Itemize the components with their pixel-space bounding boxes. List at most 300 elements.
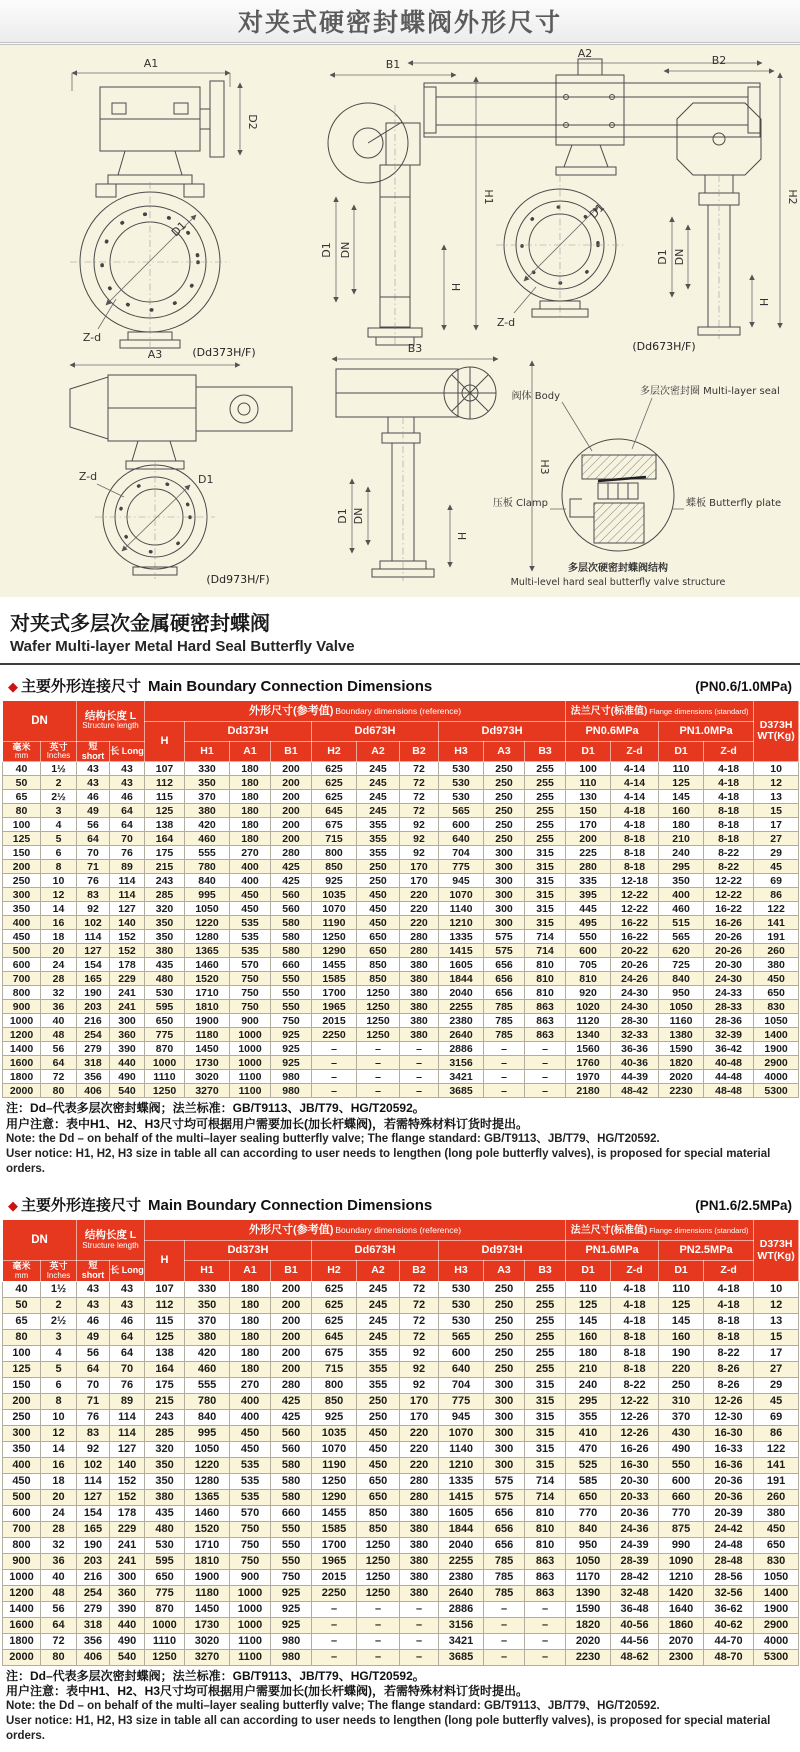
table-cell: 810: [525, 1505, 566, 1521]
table-cell: 12-22: [611, 1393, 659, 1409]
table-row: [3, 804, 799, 818]
table-cell: 8-18: [704, 818, 754, 832]
table-cell: 8-22: [704, 846, 754, 860]
table-cell: 4-18: [611, 1313, 659, 1329]
table-cell: 1400: [3, 1601, 41, 1617]
table-cell: 656: [484, 1505, 525, 1521]
table-cell: 18: [41, 1473, 77, 1489]
table-cell: 650: [566, 1489, 611, 1505]
table-cell: 750: [230, 1521, 271, 1537]
table-cell: 2250: [312, 1028, 357, 1042]
table-cell: 1000: [145, 1056, 185, 1070]
table-cell: 1800: [3, 1070, 41, 1084]
table-cell: 20: [41, 944, 77, 958]
table-cell: 2380: [439, 1014, 484, 1028]
table-cell: 40: [41, 1014, 77, 1028]
table-cell: 12-26: [611, 1425, 659, 1441]
table-cell: 650: [145, 1569, 185, 1585]
table-cell: 315: [525, 1441, 566, 1457]
table-cell: 675: [312, 1345, 357, 1361]
table-cell: 125: [566, 1297, 611, 1313]
table-cell: 1450: [185, 1601, 230, 1617]
table-cell: 160: [659, 804, 704, 818]
table-cell: 190: [77, 986, 110, 1000]
table-cell: 356: [77, 1633, 110, 1649]
table-cell: 1450: [185, 1042, 230, 1056]
table-cell: 16-22: [611, 916, 659, 930]
table-cell: 560: [271, 1425, 312, 1441]
table-cell: 575: [484, 1473, 525, 1489]
table-cell: 1730: [185, 1056, 230, 1070]
table-cell: 255: [525, 1329, 566, 1345]
table-cell: 925: [312, 1409, 357, 1425]
table-cell: 72: [400, 1281, 439, 1297]
table-cell: 355: [357, 818, 400, 832]
table-cell: 980: [271, 1649, 312, 1665]
table-cell: 5: [41, 832, 77, 846]
table-cell: 1250: [312, 1473, 357, 1489]
table-cell: 3156: [439, 1056, 484, 1070]
table-cell: 24-42: [704, 1521, 754, 1537]
col-boundary-dims: 外形尺寸(参考值) Boundary dimensions (reference): [145, 701, 566, 722]
table-cell: 295: [659, 860, 704, 874]
table-cell: 36-36: [611, 1042, 659, 1056]
col-h: H: [145, 722, 185, 762]
table-cell: 250: [484, 790, 525, 804]
table-cell: 1250: [357, 986, 400, 1000]
table-cell: 160: [659, 1329, 704, 1345]
table2-notes: [0, 1666, 800, 1752]
table-cell: 250: [484, 1329, 525, 1345]
table-cell: 46: [77, 790, 110, 804]
table1-pressure-rating: (PN0.6/1.0MPa): [695, 679, 792, 694]
table-cell: 380: [145, 944, 185, 958]
table-cell: 714: [525, 1489, 566, 1505]
table-cell: 1590: [566, 1601, 611, 1617]
table-cell: –: [312, 1633, 357, 1649]
table-cell: 24-39: [611, 1537, 659, 1553]
table-cell: 1020: [566, 1000, 611, 1014]
table-cell: 380: [400, 1585, 439, 1601]
table-cell: 110: [659, 1281, 704, 1297]
table-cell: 1190: [312, 1457, 357, 1473]
table-cell: 850: [312, 860, 357, 874]
page-title-bar: [0, 0, 800, 45]
table-cell: 535: [230, 1489, 271, 1505]
table-cell: 8-18: [611, 860, 659, 874]
table-cell: 945: [439, 874, 484, 888]
table-cell: 300: [484, 1409, 525, 1425]
table-cell: 2230: [659, 1084, 704, 1098]
col-structure-length: 结构长度 L Structure length: [77, 1220, 145, 1261]
table-cell: 29: [754, 1377, 799, 1393]
table-cell: 180: [230, 804, 271, 818]
table-cell: 255: [525, 1361, 566, 1377]
table-cell: 600: [566, 944, 611, 958]
col-dn: DN: [3, 701, 77, 742]
table-cell: 1050: [185, 1441, 230, 1457]
table-cell: 580: [271, 1457, 312, 1473]
table-row: [3, 776, 799, 790]
table-cell: 72: [400, 762, 439, 776]
table-cell: 20-30: [611, 1473, 659, 1489]
table-cell: 8: [41, 1393, 77, 1409]
col-zd-b: Z-d: [704, 742, 754, 762]
table-cell: 92: [400, 1361, 439, 1377]
table-cell: 16-36: [704, 1457, 754, 1473]
table-row: [3, 1329, 799, 1345]
table-cell: 127: [77, 944, 110, 958]
table-cell: 1050: [566, 1553, 611, 1569]
table-cell: 36-62: [704, 1601, 754, 1617]
table-cell: 1900: [754, 1601, 799, 1617]
table-cell: 1800: [3, 1633, 41, 1649]
table-cell: 5300: [754, 1649, 799, 1665]
table-row: [3, 1000, 799, 1014]
table-cell: 406: [77, 1649, 110, 1665]
table-cell: 4000: [754, 1633, 799, 1649]
table-cell: 1380: [659, 1028, 704, 1042]
table-cell: 46: [110, 1313, 145, 1329]
table-cell: 450: [754, 972, 799, 986]
table-cell: 300: [484, 1457, 525, 1473]
table-row: [3, 1505, 799, 1521]
table-cell: 565: [439, 1329, 484, 1345]
table-cell: 400: [230, 874, 271, 888]
table-row: [3, 1585, 799, 1601]
table-cell: 840: [659, 972, 704, 986]
table-cell: 380: [400, 1505, 439, 1521]
table-cell: 1000: [230, 1028, 271, 1042]
table-cell: 18: [41, 930, 77, 944]
table-cell: 2000: [3, 1649, 41, 1665]
table-cell: 406: [77, 1084, 110, 1098]
table-cell: 70: [110, 832, 145, 846]
table-cell: 900: [3, 1000, 41, 1014]
table-cell: –: [484, 1633, 525, 1649]
table-cell: 490: [110, 1633, 145, 1649]
table-cell: 141: [754, 1457, 799, 1473]
table-cell: 40: [41, 1569, 77, 1585]
col-zd-a: Z-d: [611, 1261, 659, 1281]
table-cell: –: [357, 1617, 400, 1633]
table-cell: 165: [77, 1521, 110, 1537]
table-cell: 850: [357, 972, 400, 986]
table-cell: 164: [145, 1361, 185, 1377]
table-cell: 550: [271, 1000, 312, 1014]
table-cell: 850: [312, 1393, 357, 1409]
table-cell: 775: [145, 1585, 185, 1601]
table-cell: 380: [185, 1329, 230, 1345]
table-cell: 460: [659, 902, 704, 916]
table-cell: 140: [110, 1457, 145, 1473]
table-cell: 850: [357, 1521, 400, 1537]
table-row: [3, 902, 799, 916]
table-cell: 645: [312, 804, 357, 818]
table-cell: 595: [145, 1000, 185, 1014]
table-cell: 450: [230, 902, 271, 916]
table-cell: 170: [400, 874, 439, 888]
table-cell: 660: [271, 958, 312, 972]
table-cell: 650: [357, 1489, 400, 1505]
table-cell: 425: [271, 860, 312, 874]
table-cell: 92: [400, 1377, 439, 1393]
table-cell: 240: [659, 846, 704, 860]
table-cell: 40: [3, 762, 41, 776]
table-cell: 435: [145, 958, 185, 972]
table-cell: 2040: [439, 1537, 484, 1553]
callout-seal-label: 多层次密封圈 Multi-layer seal: [640, 386, 780, 397]
table-row: [3, 1569, 799, 1585]
table-cell: 114: [110, 888, 145, 902]
table-cell: 27: [754, 832, 799, 846]
table-row: [3, 1313, 799, 1329]
table-cell: 315: [525, 1425, 566, 1441]
table-cell: 48-70: [704, 1649, 754, 1665]
table-cell: 8-26: [704, 1377, 754, 1393]
table-cell: 420: [185, 818, 230, 832]
table-cell: 200: [271, 1281, 312, 1297]
table-cell: 335: [566, 874, 611, 888]
note-en-1: Note: the Dd – on behalf of the multi–layer sealing butterfly valve; The flange standard: GB/T9113、JB/T79、HG/T20592.: [6, 1133, 660, 1146]
dim-label-d1: D1: [586, 200, 608, 222]
table-cell: 125: [145, 1329, 185, 1345]
table-cell: 56: [77, 1345, 110, 1361]
table-cell: 125: [659, 776, 704, 790]
table-cell: 13: [754, 790, 799, 804]
table-cell: 241: [110, 986, 145, 1000]
table-cell: 180: [230, 1361, 271, 1377]
table-row: [3, 1028, 799, 1042]
table-cell: 145: [659, 790, 704, 804]
table-cell: 1460: [185, 1505, 230, 1521]
table-cell: 36: [41, 1000, 77, 1014]
table-cell: 2070: [659, 1633, 704, 1649]
table-cell: 995: [185, 1425, 230, 1441]
table-cell: 580: [271, 916, 312, 930]
table-cell: 540: [110, 1084, 145, 1098]
table-cell: 220: [400, 1425, 439, 1441]
col-h: H: [145, 1241, 185, 1281]
view-caption-dd673: (Dd673H/F): [632, 340, 696, 353]
table-cell: 1000: [230, 1042, 271, 1056]
table-cell: 870: [145, 1042, 185, 1056]
table-cell: 300: [110, 1014, 145, 1028]
col-zd-a: Z-d: [611, 742, 659, 762]
table-cell: 241: [110, 1000, 145, 1014]
table-cell: 215: [145, 1393, 185, 1409]
table-cell: 300: [484, 846, 525, 860]
table-cell: 800: [3, 1537, 41, 1553]
col-a1: A1: [230, 1261, 271, 1281]
table-cell: 425: [271, 1393, 312, 1409]
table-cell: 2640: [439, 1028, 484, 1042]
table-cell: 12-18: [611, 874, 659, 888]
table2-heading-cn: 主要外形连接尺寸: [21, 1197, 142, 1215]
table-cell: 45: [754, 1393, 799, 1409]
dim-label-d2: D2: [246, 114, 259, 130]
table-cell: 585: [566, 1473, 611, 1489]
table-cell: 810: [525, 1521, 566, 1537]
table-cell: 1335: [439, 930, 484, 944]
table-cell: 24-48: [704, 1537, 754, 1553]
table-cell: 2020: [566, 1633, 611, 1649]
table-cell: 380: [754, 958, 799, 972]
table-cell: 107: [145, 1281, 185, 1297]
table-cell: 315: [525, 874, 566, 888]
table-cell: 550: [271, 1553, 312, 1569]
table-cell: 1365: [185, 944, 230, 958]
table-cell: 200: [271, 832, 312, 846]
table-cell: 450: [754, 1521, 799, 1537]
table-cell: 280: [400, 930, 439, 944]
note-cn-2: 用户注意：表中H1、H2、H3尺寸均可根据用户需要加长(加长杆蝶阀)，若需特殊材料订货时提出。: [6, 1116, 529, 1131]
table-cell: 445: [566, 902, 611, 916]
table2-pressure-rating: (PN1.6/2.5MPa): [695, 1198, 792, 1214]
table-row: [3, 888, 799, 902]
table-cell: 24: [41, 1505, 77, 1521]
table-cell: 1½: [41, 1281, 77, 1297]
table-cell: 245: [357, 1329, 400, 1345]
dim-label-h: H: [455, 531, 468, 541]
product-title-en: Wafer Multi-layer Metal Hard Seal Butterfly Valve: [10, 638, 355, 655]
col-dd373h: Dd373H: [185, 722, 312, 742]
table-cell: 200: [271, 818, 312, 832]
table-cell: 800: [312, 1377, 357, 1393]
table-cell: 114: [110, 1425, 145, 1441]
table-cell: 27: [754, 1361, 799, 1377]
table-cell: 320: [145, 1441, 185, 1457]
table-cell: 350: [659, 874, 704, 888]
table-cell: 64: [110, 1345, 145, 1361]
table-cell: 400: [230, 1409, 271, 1425]
table-cell: 28-48: [704, 1553, 754, 1569]
dim-label-z-d: Z-d: [78, 470, 98, 483]
table-cell: 315: [525, 902, 566, 916]
dim-label-a2: A2: [577, 47, 593, 60]
col-d1-a: D1: [566, 1261, 611, 1281]
table-cell: 260: [754, 1489, 799, 1505]
product-title-block: [0, 597, 800, 655]
table-cell: 1710: [185, 986, 230, 1000]
table-cell: 1520: [185, 1521, 230, 1537]
table-cell: 714: [525, 944, 566, 958]
table-cell: 750: [271, 1014, 312, 1028]
table-cell: 1760: [566, 1056, 611, 1070]
table-row: [3, 958, 799, 972]
table-cell: 600: [439, 1345, 484, 1361]
table-cell: 1250: [357, 1000, 400, 1014]
table-cell: 83: [77, 1425, 110, 1441]
table-cell: 56: [77, 818, 110, 832]
col-pn-b: PN2.5MPa: [659, 1241, 754, 1261]
table-cell: 245: [357, 1297, 400, 1313]
table-cell: 660: [659, 1489, 704, 1505]
table-cell: 255: [525, 804, 566, 818]
table-cell: 43: [110, 776, 145, 790]
table-cell: 255: [525, 1313, 566, 1329]
table-cell: 180: [230, 1329, 271, 1345]
table-cell: 435: [145, 1505, 185, 1521]
table-cell: 80: [3, 1329, 41, 1345]
table-cell: 200: [3, 1393, 41, 1409]
table-cell: 215: [145, 860, 185, 874]
table-cell: 4-14: [611, 762, 659, 776]
table-cell: 114: [77, 1473, 110, 1489]
table-cell: 440: [110, 1056, 145, 1070]
table-cell: 154: [77, 958, 110, 972]
table-cell: 775: [145, 1028, 185, 1042]
col-structure-length: 结构长度 L Structure length: [77, 701, 145, 742]
table-cell: 32-33: [611, 1028, 659, 1042]
table-cell: 200: [271, 1361, 312, 1377]
col-b3: B3: [525, 742, 566, 762]
table-cell: 69: [754, 874, 799, 888]
dim-label-h: H: [449, 282, 462, 292]
table-cell: 250: [484, 818, 525, 832]
table-cell: 250: [484, 1313, 525, 1329]
table-cell: 1560: [566, 1042, 611, 1056]
table-cell: 350: [3, 902, 41, 916]
table-cell: 450: [357, 888, 400, 902]
table-cell: 2640: [439, 1585, 484, 1601]
table-cell: 318: [77, 1056, 110, 1070]
table-cell: 380: [400, 1000, 439, 1014]
table-cell: 370: [659, 1409, 704, 1425]
table-cell: 704: [439, 1377, 484, 1393]
table-cell: 110: [659, 762, 704, 776]
table-cell: 2380: [439, 1569, 484, 1585]
table-cell: 560: [271, 902, 312, 916]
table-cell: 725: [659, 958, 704, 972]
table-cell: 255: [525, 1297, 566, 1313]
table-cell: 570: [230, 958, 271, 972]
table-row: [3, 1056, 799, 1070]
table-cell: 125: [3, 1361, 41, 1377]
table-cell: 80: [41, 1084, 77, 1098]
table-cell: 1250: [312, 930, 357, 944]
table-row: [3, 1473, 799, 1489]
table-cell: 36-42: [704, 1042, 754, 1056]
table-cell: 255: [525, 776, 566, 790]
table-cell: 44-39: [611, 1070, 659, 1084]
table-cell: 785: [484, 1000, 525, 1014]
table-cell: 4-18: [704, 1297, 754, 1313]
table-cell: 1400: [754, 1028, 799, 1042]
table-cell: 750: [230, 1000, 271, 1014]
table-cell: 1000: [145, 1617, 185, 1633]
table-cell: 5: [41, 1361, 77, 1377]
table-cell: 785: [484, 1585, 525, 1601]
table-cell: 1820: [566, 1617, 611, 1633]
table-cell: 580: [271, 1473, 312, 1489]
table-cell: 48: [41, 1585, 77, 1601]
table-cell: 380: [400, 1014, 439, 1028]
table-cell: 71: [77, 1393, 110, 1409]
table-cell: 3685: [439, 1649, 484, 1665]
table-cell: –: [400, 1649, 439, 1665]
table-cell: 355: [357, 1345, 400, 1361]
table-cell: 80: [3, 804, 41, 818]
table-cell: 250: [484, 762, 525, 776]
table-cell: 245: [357, 776, 400, 790]
table-cell: 1000: [3, 1014, 41, 1028]
table-cell: 1200: [3, 1585, 41, 1601]
col-b2: B2: [400, 1261, 439, 1281]
table-cell: 32-39: [704, 1028, 754, 1042]
table-cell: 2040: [439, 986, 484, 1000]
table-cell: 1700: [312, 1537, 357, 1553]
